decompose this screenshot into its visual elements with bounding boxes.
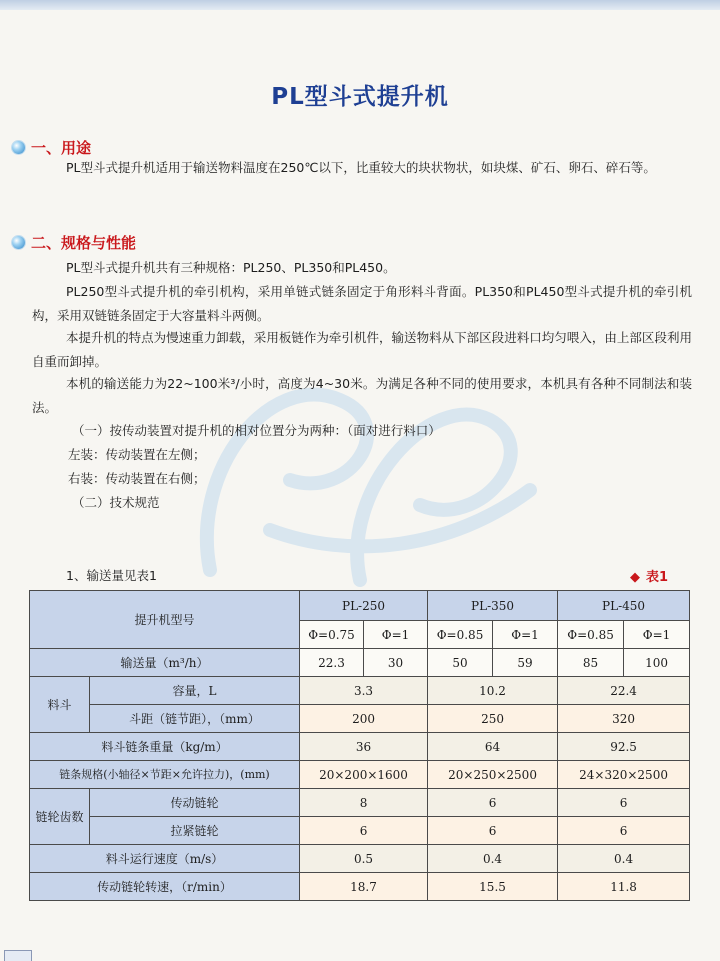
table-row [30, 873, 690, 901]
section-heading-usage-text: 一、用途 [31, 138, 92, 157]
top-banner [0, 0, 720, 10]
capacity-cell: 30 [364, 649, 428, 677]
model-pl450: PL-450 [558, 591, 690, 621]
phi-cell: Φ=1 [364, 621, 428, 649]
diamond-icon: ◆ [630, 570, 640, 585]
chain-weight-cell: 36 [300, 733, 428, 761]
sprocket-label: 链轮齿数 [30, 789, 90, 845]
section-heading-spec-text: 二、规格与性能 [31, 233, 137, 252]
bucket-label: 料斗 [30, 677, 90, 733]
capacity-cell: 22.3 [300, 649, 364, 677]
table-row [30, 649, 690, 677]
bullet-icon [12, 141, 25, 154]
table-row [30, 733, 690, 761]
table-row [30, 845, 690, 873]
phi-cell: Φ=1 [624, 621, 690, 649]
page-title: PL型斗式提升机 [271, 84, 449, 110]
speed-label: 料斗运行速度（m/s） [30, 845, 300, 873]
phi-cell: Φ=0.75 [300, 621, 364, 649]
rpm-cell: 11.8 [558, 873, 690, 901]
section-heading-spec [12, 232, 136, 252]
capacity-cell: 50 [428, 649, 493, 677]
volume-cell: 3.3 [300, 677, 428, 705]
chain-weight-cell: 92.5 [558, 733, 690, 761]
table-row [30, 817, 690, 845]
tension-sprocket-label: 拉紧链轮 [90, 817, 300, 845]
drive-sprocket-cell: 6 [428, 789, 558, 817]
usage-paragraph: PL型斗式提升机适用于输送物料温度在250℃以下，比重较大的块状物状，如块煤、矿石、卵石、碎石等。 [66, 160, 656, 175]
capacity-cell: 85 [558, 649, 624, 677]
tension-sprocket-cell: 6 [300, 817, 428, 845]
volume-cell: 22.4 [558, 677, 690, 705]
table-row [30, 705, 690, 733]
model-pl250: PL-250 [300, 591, 428, 621]
right-install-text: 右装：传动装置在右侧； [68, 471, 206, 486]
table-label [630, 566, 668, 585]
chain-weight-cell: 64 [428, 733, 558, 761]
rpm-cell: 18.7 [300, 873, 428, 901]
spec-paragraph-3: 本提升机的特点为慢速重力卸载，采用板链作为牵引机件，输送物料从下部区段进料口均匀喂入，由上部区段利用自重而卸掉。 [32, 330, 692, 369]
tension-sprocket-cell: 6 [428, 817, 558, 845]
chain-weight-label: 料斗链条重量（kg/m） [30, 733, 300, 761]
table-row [30, 761, 690, 789]
phi-cell: Φ=0.85 [428, 621, 493, 649]
pitch-cell: 200 [300, 705, 428, 733]
spec-paragraph-2: PL250型斗式提升机的牵引机构，采用单链式链条固定于角形料斗背面。PL350和PL450型斗式提升机的牵引机构，采用双链链条固定于大容量料斗两侧。 [32, 284, 692, 323]
tension-sprocket-cell: 6 [558, 817, 690, 845]
drive-sprocket-cell: 8 [300, 789, 428, 817]
speed-cell: 0.5 [300, 845, 428, 873]
rpm-label: 传动链轮转速，（r/min） [30, 873, 300, 901]
chain-spec-cell: 20×200×1600 [300, 761, 428, 789]
pitch-label: 斗距（链节距），（mm） [90, 705, 300, 733]
capacity-label: 输送量（m³/h） [30, 649, 300, 677]
volume-label: 容量，L [90, 677, 300, 705]
tech-spec-heading: （二）技术规范 [72, 495, 160, 510]
phi-cell: Φ=0.85 [558, 621, 624, 649]
table-label-text: 表1 [646, 570, 669, 585]
pitch-cell: 320 [558, 705, 690, 733]
capacity-cell: 59 [493, 649, 558, 677]
section-heading-usage [12, 137, 91, 157]
model-header: 提升机型号 [30, 591, 300, 649]
speed-cell: 0.4 [558, 845, 690, 873]
spec-paragraph-1: PL型斗式提升机共有三种规格：PL250、PL350和PL450。 [66, 260, 396, 275]
volume-cell: 10.2 [428, 677, 558, 705]
pitch-cell: 250 [428, 705, 558, 733]
spec-table [29, 590, 690, 901]
chain-spec-label: 链条规格(小轴径×节距×允许拉力)，(mm) [30, 761, 300, 789]
spec-paragraph-4: 本机的输送能力为22~100米³/小时，高度为4~30米。为满足各种不同的使用要求，本机具有各种不同制法和装法。 [32, 376, 692, 415]
speed-cell: 0.4 [428, 845, 558, 873]
table-row [30, 677, 690, 705]
chain-spec-cell: 20×250×2500 [428, 761, 558, 789]
left-install-text: 左装：传动装置在左侧； [68, 447, 206, 462]
chain-spec-cell: 24×320×2500 [558, 761, 690, 789]
phi-cell: Φ=1 [493, 621, 558, 649]
table-row [30, 789, 690, 817]
bullet-icon [12, 236, 25, 249]
install-type-heading: （一）按传动装置对提升机的相对位置分为两种：（面对进行料口） [72, 423, 441, 438]
page-number-tab [4, 950, 32, 961]
capacity-cell: 100 [624, 649, 690, 677]
table-row [30, 591, 690, 621]
table-caption: 1、输送量见表1 [66, 568, 157, 583]
rpm-cell: 15.5 [428, 873, 558, 901]
drive-sprocket-label: 传动链轮 [90, 789, 300, 817]
drive-sprocket-cell: 6 [558, 789, 690, 817]
model-pl350: PL-350 [428, 591, 558, 621]
